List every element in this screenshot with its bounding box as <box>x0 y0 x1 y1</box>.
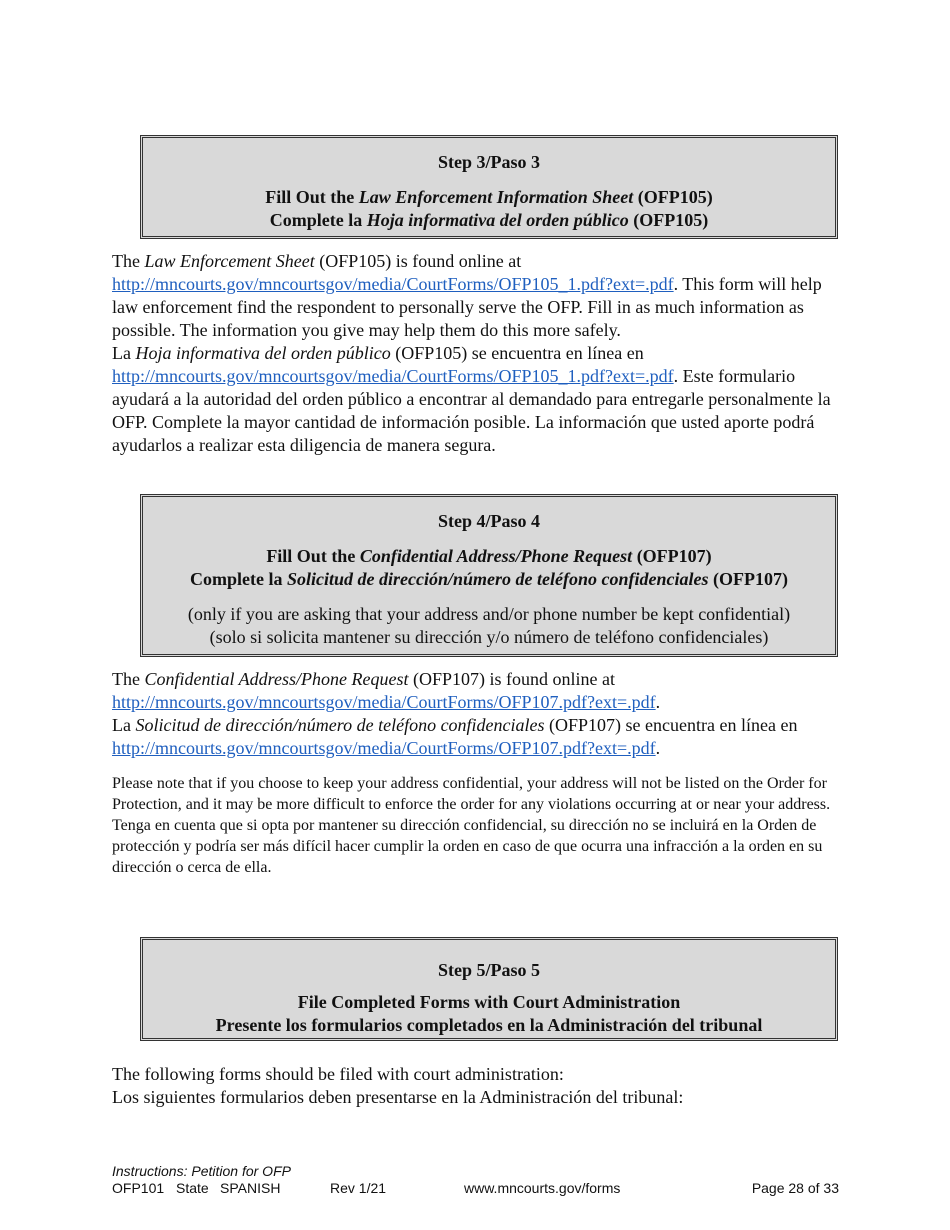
step4-box <box>140 494 838 657</box>
step3-box <box>140 135 838 239</box>
step5-box <box>140 937 838 1041</box>
ofp105-link-es[interactable]: http://mncourts.gov/mncourtsgov/media/CourtForms/OFP105_1.pdf?ext=.pdf <box>112 366 674 386</box>
page-footer <box>112 1163 839 1197</box>
step4-heading-en: Fill Out the Confidential Address/Phone Request (OFP107) <box>266 546 712 566</box>
step5-paragraph-es: Los siguientes formularios deben presentarse en la Administración del tribunal: <box>112 1087 684 1107</box>
step4-paragraph-es: La Solicitud de dirección/número de teléfono confidenciales (OFP107) se encuentra en línea en http://mncourts.gov/mncourtsgov/media/CourtForms/OFP107.pdf?ext=.pdf. <box>112 715 798 758</box>
step5-title: Step 5/Paso 5 <box>437 960 540 980</box>
footer-website: www.mncourts.gov/forms <box>464 1180 621 1196</box>
step4-body <box>112 668 852 760</box>
ofp107-link-en[interactable]: http://mncourts.gov/mncourtsgov/media/CourtForms/OFP107.pdf?ext=.pdf <box>112 692 656 712</box>
footer-page-number: Page 28 of 33 <box>751 1180 839 1196</box>
ofp105-link-en[interactable]: http://mncourts.gov/mncourtsgov/media/CourtForms/OFP105_1.pdf?ext=.pdf <box>112 274 674 294</box>
footer-state: State <box>176 1180 209 1196</box>
step4-note-es: (solo si solicita mantener su dirección y/o número de teléfono confidenciales) <box>209 627 769 647</box>
step3-title: Step 3/Paso 3 <box>437 152 540 172</box>
step4-title: Step 4/Paso 4 <box>437 511 540 531</box>
step3-paragraph-en: The Law Enforcement Sheet (OFP105) is found online at http://mncourts.gov/mncourtsgov/media/CourtForms/OFP105_1.pdf?ext=.pdf. This form will help law enforcement find the respondent to personally serve the OFP. Fill in as much information as possible. The information you give may help them do this more safely. <box>112 251 822 340</box>
step5-heading-en: File Completed Forms with Court Administration <box>297 992 681 1012</box>
step3-heading-es: Complete la Hoja informativa del orden público (OFP105) <box>269 210 709 230</box>
footer-doc-title: Instructions: Petition for OFP <box>112 1163 291 1179</box>
footer-form-id: OFP101 <box>112 1180 165 1196</box>
step5-paragraph-en: The following forms should be filed with court administration: <box>112 1064 564 1084</box>
step5-heading-es: Presente los formularios completados en la Administración del tribunal <box>215 1015 763 1035</box>
step4-heading-es: Complete la Solicitud de dirección/número de teléfono confidenciales (OFP107) <box>190 569 788 589</box>
step3-body <box>112 250 852 457</box>
step3-paragraph-es: La Hoja informativa del orden público (OFP105) se encuentra en línea en http://mncourts.gov/mncourtsgov/media/CourtForms/OFP105_1.pdf?ext=.pdf. Este formulario ayudará a la autoridad del orden público a encontrar al demandado para entregarle personalmente la OFP. Complete la mayor cantidad de información posible. La información que usted aporte podrá ayudarlos a realizar esta diligencia de manera segura. <box>112 343 831 455</box>
ofp107-link-es[interactable]: http://mncourts.gov/mncourtsgov/media/CourtForms/OFP107.pdf?ext=.pdf <box>112 738 656 758</box>
step4-paragraph-en: The Confidential Address/Phone Request (OFP107) is found online at http://mncourts.gov/mncourtsgov/media/CourtForms/OFP107.pdf?ext=.pdf. <box>112 669 661 712</box>
footer-language: SPANISH <box>220 1180 281 1196</box>
confidentiality-note <box>112 773 839 878</box>
confidentiality-note-es: Tenga en cuenta que si opta por mantener su dirección confidencial, su dirección no se incluirá en la Orden de protección y podría ser más difícil hacer cumplir la orden en caso de que ocurra una infracción a la orden en su dirección o cerca de ella. <box>112 817 823 876</box>
step4-note-en: (only if you are asking that your address and/or phone number be kept confidential) <box>187 604 791 624</box>
step5-body <box>112 1063 852 1109</box>
confidentiality-note-en: Please note that if you choose to keep your address confidential, your address will not be listed on the Order for Protection, and it may be more difficult to enforce the order for any violations occurring at or near your address. <box>112 775 831 813</box>
footer-revision: Rev 1/21 <box>330 1180 387 1196</box>
step3-heading-en: Fill Out the Law Enforcement Information Sheet (OFP105) <box>265 187 713 207</box>
footer-row <box>112 1180 839 1197</box>
